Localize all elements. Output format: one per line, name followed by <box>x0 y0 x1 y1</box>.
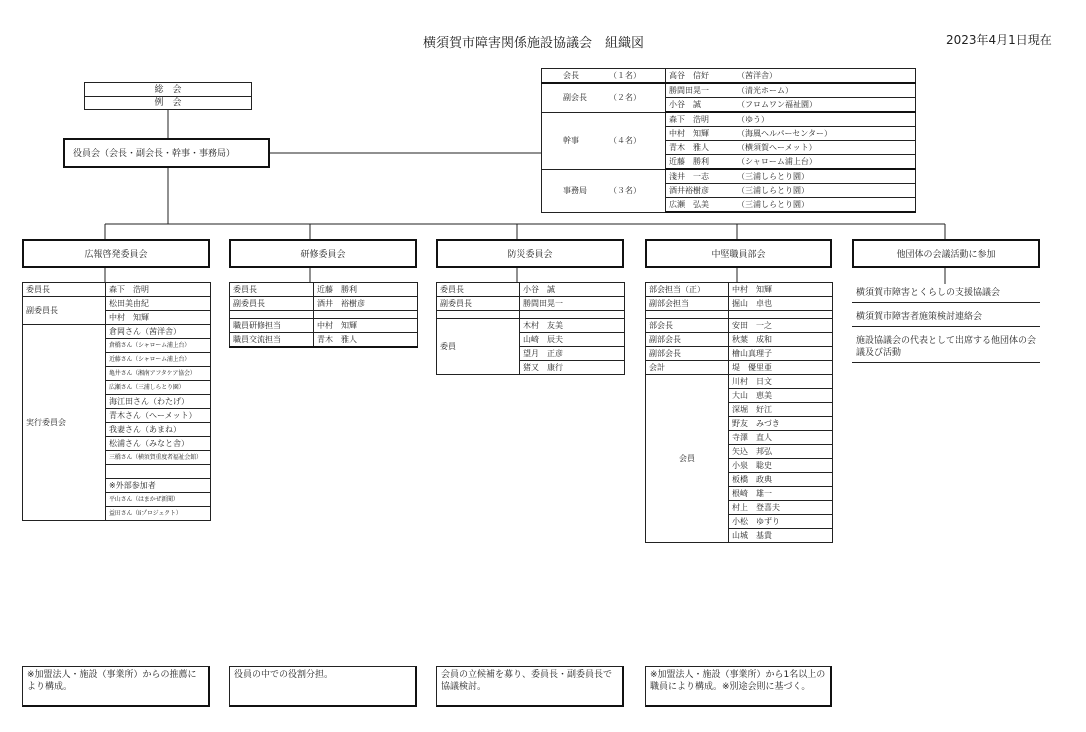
table-row <box>437 319 625 333</box>
member-cell: 松田美由紀 <box>106 297 211 311</box>
as-of-date: 2023年4月1日現在 <box>946 33 1052 47</box>
officer-name: 勝間田晃一 <box>669 85 709 95</box>
member-cell: 亀井さん（湘南アフタケア協会） <box>106 367 211 381</box>
committee-title: 他団体の会議活動に参加 <box>896 250 996 260</box>
role-cell: 副部会長 <box>646 347 729 361</box>
role-cell: 委員長 <box>437 283 520 297</box>
role-cell: 副委員長 <box>230 297 314 311</box>
role-cell: 委員長 <box>230 283 314 297</box>
officer-role: 会長 <box>563 70 579 80</box>
member-cell: 深堀 好江 <box>729 403 833 417</box>
member-cell: 中村 知輝 <box>106 311 211 325</box>
member-cell: 青木さん（へーメット） <box>106 409 211 423</box>
member-cell: 倉岡さん（茜洋舎） <box>106 325 211 339</box>
member-cell: 根崎 雄一 <box>729 487 833 501</box>
committee-title: 防災委員会 <box>507 250 553 260</box>
officer-count: （３名） <box>609 185 641 195</box>
list-item <box>852 327 1040 363</box>
member-cell: 安田 一之 <box>729 319 833 333</box>
general-meeting-box <box>84 82 252 110</box>
member-cell: 三橋さん（横須賀重度者福祉会館） <box>106 451 211 465</box>
officer-org: （清光ホーム） <box>737 85 793 95</box>
member-cell: 勝間田晃一 <box>520 297 625 311</box>
officer-name: 森下 浩明 <box>669 114 709 124</box>
external-label: ※外部参加者 <box>106 479 211 493</box>
member-cell: 森下 浩明 <box>106 283 211 297</box>
member-cell: 益田さん（Iiプロジェクト） <box>106 507 211 521</box>
role-cell: 副部会担当 <box>646 297 729 311</box>
table-row <box>230 297 418 311</box>
table-row <box>437 297 625 311</box>
external-item: 横須賀市障害とくらしの支援協議会 <box>852 284 1040 303</box>
officer-org: （シャローム浦上台） <box>737 156 817 166</box>
officer-role: 副会長 <box>563 92 587 102</box>
member-cell: 川村 日文 <box>729 375 833 389</box>
blank-cell <box>437 311 520 319</box>
committee-title: 研修委員会 <box>300 250 346 260</box>
role-cell: 部会長 <box>646 319 729 333</box>
officer-row-office-1 <box>542 169 916 184</box>
member-cell: 木村 友美 <box>520 319 625 333</box>
member-cell: 野友 みづき <box>729 417 833 431</box>
member-cell: 酒井 裕樹彦 <box>314 297 418 311</box>
member-cell: 猪又 康行 <box>520 361 625 375</box>
member-cell: 海江田さん（わたげ） <box>106 395 211 409</box>
table-row <box>437 283 625 297</box>
officer-role: 幹事 <box>563 135 579 145</box>
role-cell: 部会担当（正） <box>646 283 729 297</box>
table-row <box>230 283 418 297</box>
table-row <box>230 311 418 319</box>
member-cell: 小泉 聡史 <box>729 459 833 473</box>
officer-count: （４名） <box>609 135 641 145</box>
disaster-committee-table <box>436 282 625 375</box>
board-box <box>63 138 270 168</box>
member-cell: 山城 基貴 <box>729 529 833 543</box>
pr-committee-table <box>22 282 211 521</box>
committee-header-midlevel <box>645 239 832 268</box>
table-row <box>230 333 418 348</box>
role-cell: 会員 <box>646 375 729 543</box>
board-label: 役員会（会長・副会長・幹事・事務局） <box>73 149 236 159</box>
disaster-committee-note: 会員の立候補を募り、委員長・副委員長で協議検討。 <box>436 666 624 707</box>
member-cell: 中村 知輝 <box>314 319 418 333</box>
blank-cell <box>646 311 729 319</box>
table-row <box>646 297 833 311</box>
table-row <box>646 361 833 375</box>
committee-header-training <box>229 239 417 268</box>
member-cell: 堤 優里亜 <box>729 361 833 375</box>
table-row <box>230 319 418 333</box>
blank-cell <box>520 311 625 319</box>
officer-org: （海風ヘルパーセンター） <box>737 128 832 138</box>
blank-cell <box>230 311 314 319</box>
external-activities-list <box>852 284 1040 363</box>
table-row <box>437 311 625 319</box>
officer-name: 広瀬 弘美 <box>669 199 709 209</box>
member-cell: 秋葉 成和 <box>729 333 833 347</box>
member-cell: 倉橋さん（シャローム浦上台） <box>106 339 211 353</box>
officer-org: （ゆう） <box>737 114 769 124</box>
member-cell: 小谷 誠 <box>520 283 625 297</box>
role-cell: 実行委員会 <box>23 325 106 521</box>
member-cell: 板橋 政典 <box>729 473 833 487</box>
training-committee-note: 役員の中での役割分担。 <box>229 666 417 707</box>
table-row <box>646 347 833 361</box>
table-row <box>646 375 833 389</box>
role-cell: 職員研修担当 <box>230 319 314 333</box>
officer-org: （三浦しらとり園） <box>737 171 809 181</box>
officer-count: （１名） <box>609 70 641 80</box>
committee-title: 中堅職員部会 <box>711 250 766 260</box>
officer-count: （２名） <box>609 92 641 102</box>
member-cell: 広瀬さん（三浦しらとり園） <box>106 381 211 395</box>
committee-header-external <box>852 239 1040 268</box>
officer-row-president <box>542 69 916 84</box>
midlevel-committee-table <box>645 282 833 543</box>
member-cell: 松浦さん（みなと舎） <box>106 437 211 451</box>
role-cell: 会計 <box>646 361 729 375</box>
officer-name: 淺井 一志 <box>669 171 709 181</box>
blank-cell <box>314 311 418 319</box>
member-cell: 檜山真理子 <box>729 347 833 361</box>
officer-org: （三浦しらとり園） <box>737 185 809 195</box>
officer-name: 高谷 信好 <box>669 70 709 80</box>
member-cell: 我妻さん（あまね） <box>106 423 211 437</box>
general-meeting-label: 総 会 <box>85 83 251 97</box>
midlevel-committee-note: ※加盟法人・施設（事業所）から1名以上の職員により構成。※別途会則に基づく。 <box>645 666 832 707</box>
blank-cell <box>729 311 833 319</box>
table-row <box>646 319 833 333</box>
committee-title: 広報啓発委員会 <box>84 250 148 260</box>
officer-row-secretary-1 <box>542 112 916 127</box>
table-row <box>23 283 211 297</box>
officer-org: （横須賀へーメット） <box>737 142 817 152</box>
table-row <box>23 297 211 311</box>
committee-header-disaster <box>436 239 624 268</box>
role-cell: 副委員長 <box>437 297 520 311</box>
member-cell: 近藤さん（シャローム浦上台） <box>106 353 211 367</box>
blank-cell <box>106 465 211 479</box>
training-committee-table <box>229 282 418 348</box>
member-cell: 掘山 卓也 <box>729 297 833 311</box>
role-cell: 委員 <box>437 319 520 375</box>
member-cell: 小松 ゆずり <box>729 515 833 529</box>
member-cell: 山崎 辰夫 <box>520 333 625 347</box>
role-cell: 委員長 <box>23 283 106 297</box>
table-row <box>646 311 833 319</box>
member-cell: 寺澤 直人 <box>729 431 833 445</box>
member-cell: 青木 雅人 <box>314 333 418 348</box>
committee-header-pr <box>22 239 210 268</box>
role-cell: 職員交流担当 <box>230 333 314 348</box>
list-item <box>852 303 1040 327</box>
member-cell: 中村 知輝 <box>729 283 833 297</box>
role-cell: 副部会長 <box>646 333 729 347</box>
officer-name: 青木 雅人 <box>669 142 709 152</box>
officer-row-vice-1 <box>542 83 916 98</box>
officers-table <box>541 68 916 213</box>
page-title: 横須賀市障害関係施設協議会 組織図 <box>423 36 645 51</box>
list-item <box>852 284 1040 303</box>
member-cell: 平山さん（はまかぜ新聞） <box>106 493 211 507</box>
officer-name: 中村 知輝 <box>669 128 709 138</box>
member-cell: 村上 登喜夫 <box>729 501 833 515</box>
member-cell: 大山 恵美 <box>729 389 833 403</box>
officer-name: 近藤 勝利 <box>669 156 709 166</box>
member-cell: 矢込 邦弘 <box>729 445 833 459</box>
officer-name: 小谷 誠 <box>669 99 701 109</box>
external-item: 施設協議会の代表として出席する他団体の会議及び活動 <box>852 327 1040 363</box>
member-cell: 近藤 勝利 <box>314 283 418 297</box>
regular-meeting-label: 例 会 <box>154 98 182 108</box>
pr-committee-note: ※加盟法人・施設（事業所）からの推薦により構成。 <box>22 666 210 707</box>
external-item: 横須賀市障害者施策検討連絡会 <box>852 303 1040 327</box>
table-row <box>646 333 833 347</box>
table-row <box>646 283 833 297</box>
role-cell: 副委員長 <box>23 297 106 325</box>
officer-org: （三浦しらとり園） <box>737 199 809 209</box>
officer-name: 酒井裕樹彦 <box>669 185 709 195</box>
member-cell: 望月 正彦 <box>520 347 625 361</box>
officer-org: （茜洋舎） <box>737 70 777 80</box>
table-row <box>23 325 211 339</box>
officer-org: （フロムワン福祉園） <box>737 99 817 109</box>
officer-role: 事務局 <box>563 185 587 195</box>
